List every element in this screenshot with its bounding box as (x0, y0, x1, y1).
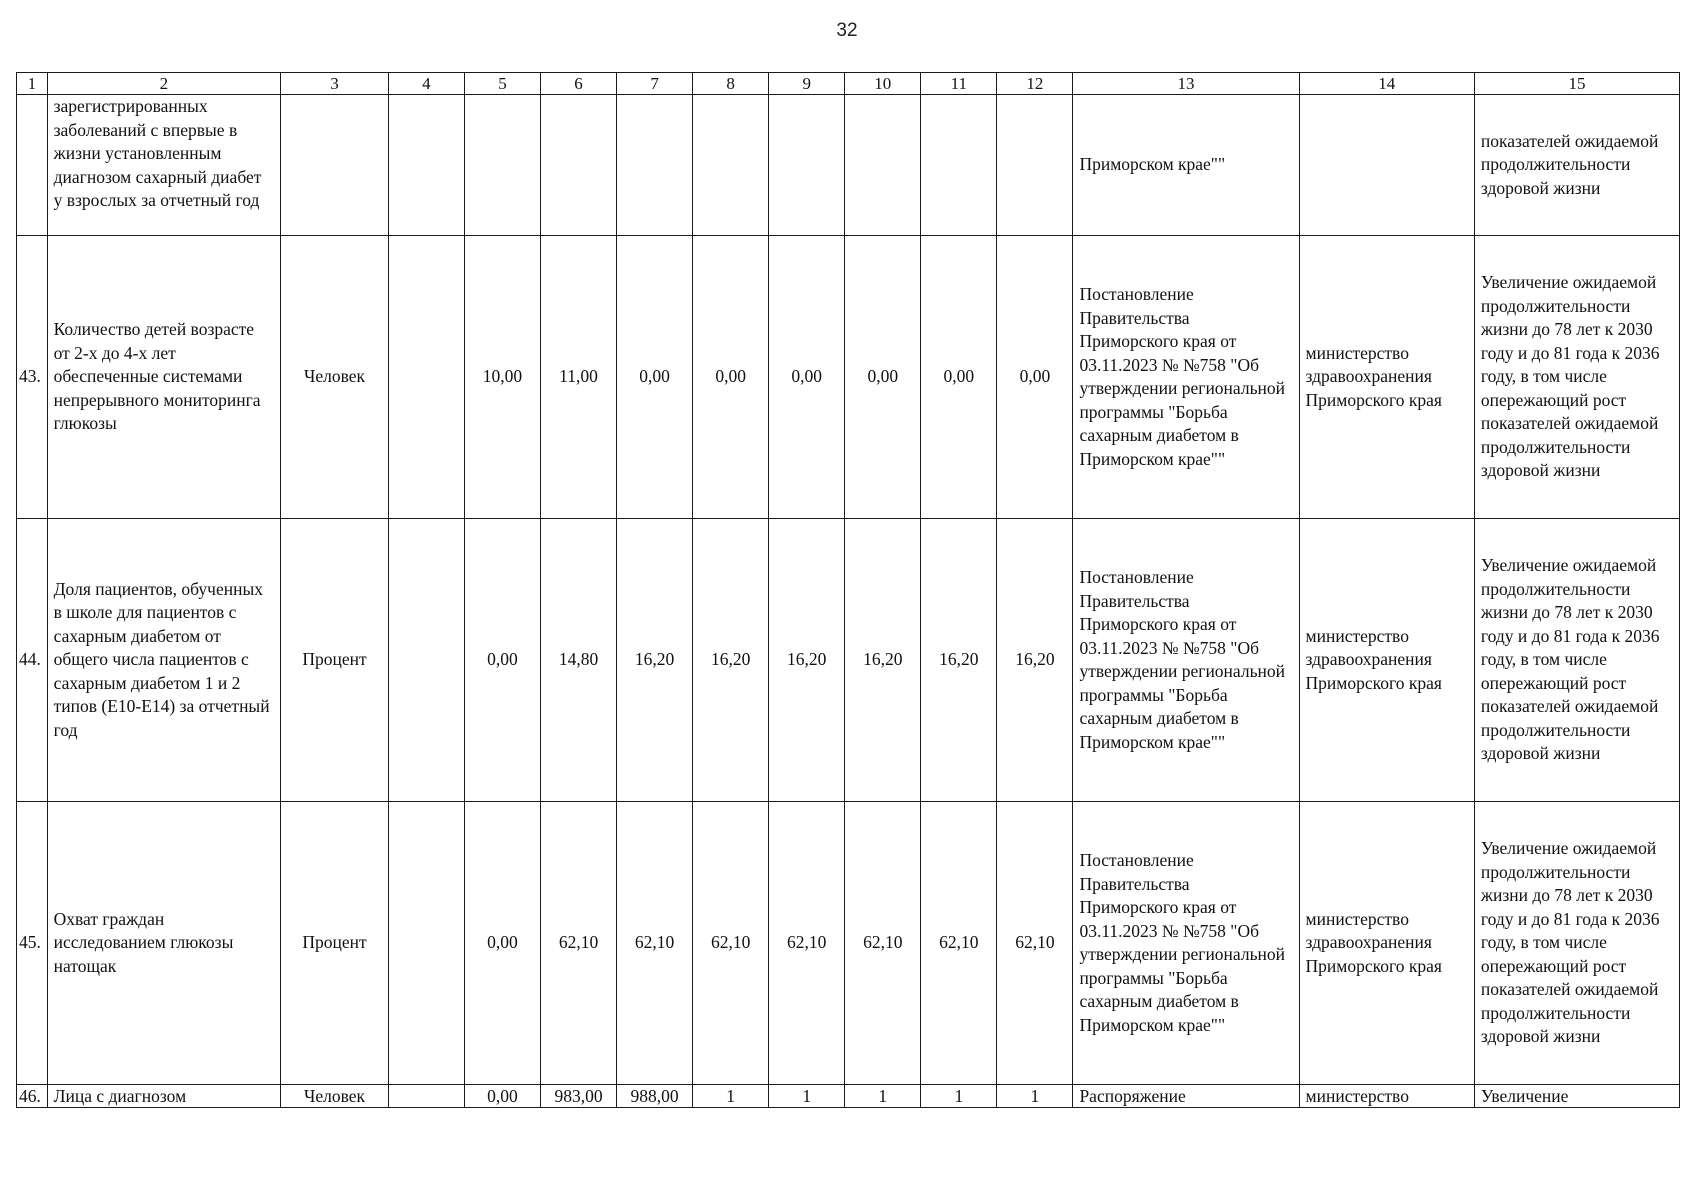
row-number (17, 95, 48, 236)
value-col-6: 11,00 (541, 236, 617, 519)
header-cell-9: 9 (769, 73, 845, 95)
responsible-body: министерство здравоохранения Приморского края (1299, 519, 1474, 802)
value-col-8: 0,00 (693, 236, 769, 519)
value-col-8: 1 (693, 1085, 769, 1108)
header-cell-6: 6 (541, 73, 617, 95)
value-col-4 (388, 802, 464, 1085)
value-col-11: 0,00 (921, 236, 997, 519)
row-number: 44. (17, 519, 48, 802)
value-col-7: 16,20 (617, 519, 693, 802)
unit: Процент (281, 519, 389, 802)
header-cell-15: 15 (1474, 73, 1679, 95)
header-cell-8: 8 (693, 73, 769, 95)
indicator-name: зарегистрированных заболеваний с впервые в жизни установленным диагнозом сахарный диабет у взрослых за отчетный год (47, 95, 280, 236)
value-col-5: 0,00 (464, 1085, 540, 1108)
header-row (17, 73, 1680, 95)
row-number: 46. (17, 1085, 48, 1108)
page-number: 32 (836, 20, 858, 41)
table-row (17, 1085, 1680, 1108)
value-col-8 (693, 95, 769, 236)
value-col-10: 1 (845, 1085, 921, 1108)
header-cell-3: 3 (281, 73, 389, 95)
value-col-11 (921, 95, 997, 236)
value-col-12: 16,20 (997, 519, 1073, 802)
header-cell-4: 4 (388, 73, 464, 95)
header-cell-14: 14 (1299, 73, 1474, 95)
value-col-6 (541, 95, 617, 236)
goal-text: показателей ожидаемой продолжительности здоровой жизни (1474, 95, 1679, 236)
unit: Процент (281, 802, 389, 1085)
value-col-5: 0,00 (464, 519, 540, 802)
value-col-9: 16,20 (769, 519, 845, 802)
value-col-5: 0,00 (464, 802, 540, 1085)
value-col-11: 16,20 (921, 519, 997, 802)
goal-text: Увеличение ожидаемой продолжительности жизни до 78 лет к 2030 году и до 81 года к 2036 году, в том числе опережающий рост показателей ожидаемой продолжительности здоровой жизни (1474, 802, 1679, 1085)
value-col-11: 1 (921, 1085, 997, 1108)
value-col-6: 14,80 (541, 519, 617, 802)
value-col-5 (464, 95, 540, 236)
legal-document: Распоряжение (1073, 1085, 1299, 1108)
value-col-9: 0,00 (769, 236, 845, 519)
header-cell-10: 10 (845, 73, 921, 95)
table-row (17, 519, 1680, 802)
header-cell-5: 5 (464, 73, 540, 95)
value-col-7: 988,00 (617, 1085, 693, 1108)
header-cell-7: 7 (617, 73, 693, 95)
value-col-10 (845, 95, 921, 236)
legal-document: Постановление Правительства Приморского края от 03.11.2023 № №758 "Об утверждении региональной программы "Борьба сахарным диабетом в Приморском крае"" (1073, 802, 1299, 1085)
indicators-table (16, 72, 1680, 1108)
value-col-4 (388, 236, 464, 519)
indicator-name: Количество детей возрасте от 2-х до 4-х лет обеспеченные системами непрерывного мониторинга глюкозы (47, 236, 280, 519)
unit: Человек (281, 236, 389, 519)
value-col-5: 10,00 (464, 236, 540, 519)
legal-document: Постановление Правительства Приморского края от 03.11.2023 № №758 "Об утверждении региональной программы "Борьба сахарным диабетом в Приморском крае"" (1073, 236, 1299, 519)
value-col-11: 62,10 (921, 802, 997, 1085)
value-col-12: 1 (997, 1085, 1073, 1108)
row-number: 45. (17, 802, 48, 1085)
value-col-4 (388, 95, 464, 236)
table-row (17, 236, 1680, 519)
value-col-4 (388, 1085, 464, 1108)
value-col-12: 0,00 (997, 236, 1073, 519)
value-col-9 (769, 95, 845, 236)
value-col-10: 62,10 (845, 802, 921, 1085)
responsible-body (1299, 95, 1474, 236)
header-cell-1: 1 (17, 73, 48, 95)
table-row (17, 802, 1680, 1085)
unit: Человек (281, 1085, 389, 1108)
responsible-body: министерство здравоохранения Приморского края (1299, 802, 1474, 1085)
value-col-9: 1 (769, 1085, 845, 1108)
value-col-10: 16,20 (845, 519, 921, 802)
header-cell-2: 2 (47, 73, 280, 95)
value-col-12: 62,10 (997, 802, 1073, 1085)
indicator-name: Охват граждан исследованием глюкозы натощак (47, 802, 280, 1085)
value-col-7: 0,00 (617, 236, 693, 519)
header-cell-11: 11 (921, 73, 997, 95)
goal-text: Увеличение (1474, 1085, 1679, 1108)
header-cell-13: 13 (1073, 73, 1299, 95)
unit (281, 95, 389, 236)
indicator-name: Лица с диагнозом (47, 1085, 280, 1108)
value-col-7 (617, 95, 693, 236)
header-cell-12: 12 (997, 73, 1073, 95)
value-col-4 (388, 519, 464, 802)
value-col-8: 62,10 (693, 802, 769, 1085)
table-row-continuation (17, 95, 1680, 236)
value-col-12 (997, 95, 1073, 236)
value-col-8: 16,20 (693, 519, 769, 802)
goal-text: Увеличение ожидаемой продолжительности жизни до 78 лет к 2030 году и до 81 года к 2036 году, в том числе опережающий рост показателей ожидаемой продолжительности здоровой жизни (1474, 519, 1679, 802)
legal-document: Постановление Правительства Приморского края от 03.11.2023 № №758 "Об утверждении региональной программы "Борьба сахарным диабетом в Приморском крае"" (1073, 519, 1299, 802)
value-col-9: 62,10 (769, 802, 845, 1085)
value-col-6: 983,00 (541, 1085, 617, 1108)
indicator-name: Доля пациентов, обученных в школе для пациентов с сахарным диабетом от общего числа пациентов с сахарным диабетом 1 и 2 типов (E10-E14) за отчетный год (47, 519, 280, 802)
responsible-body: министерство здравоохранения Приморского края (1299, 236, 1474, 519)
legal-document: Приморском крае"" (1073, 95, 1299, 236)
goal-text: Увеличение ожидаемой продолжительности жизни до 78 лет к 2030 году и до 81 года к 2036 году, в том числе опережающий рост показателей ожидаемой продолжительности здоровой жизни (1474, 236, 1679, 519)
value-col-10: 0,00 (845, 236, 921, 519)
responsible-body: министерство (1299, 1085, 1474, 1108)
value-col-6: 62,10 (541, 802, 617, 1085)
value-col-7: 62,10 (617, 802, 693, 1085)
row-number: 43. (17, 236, 48, 519)
